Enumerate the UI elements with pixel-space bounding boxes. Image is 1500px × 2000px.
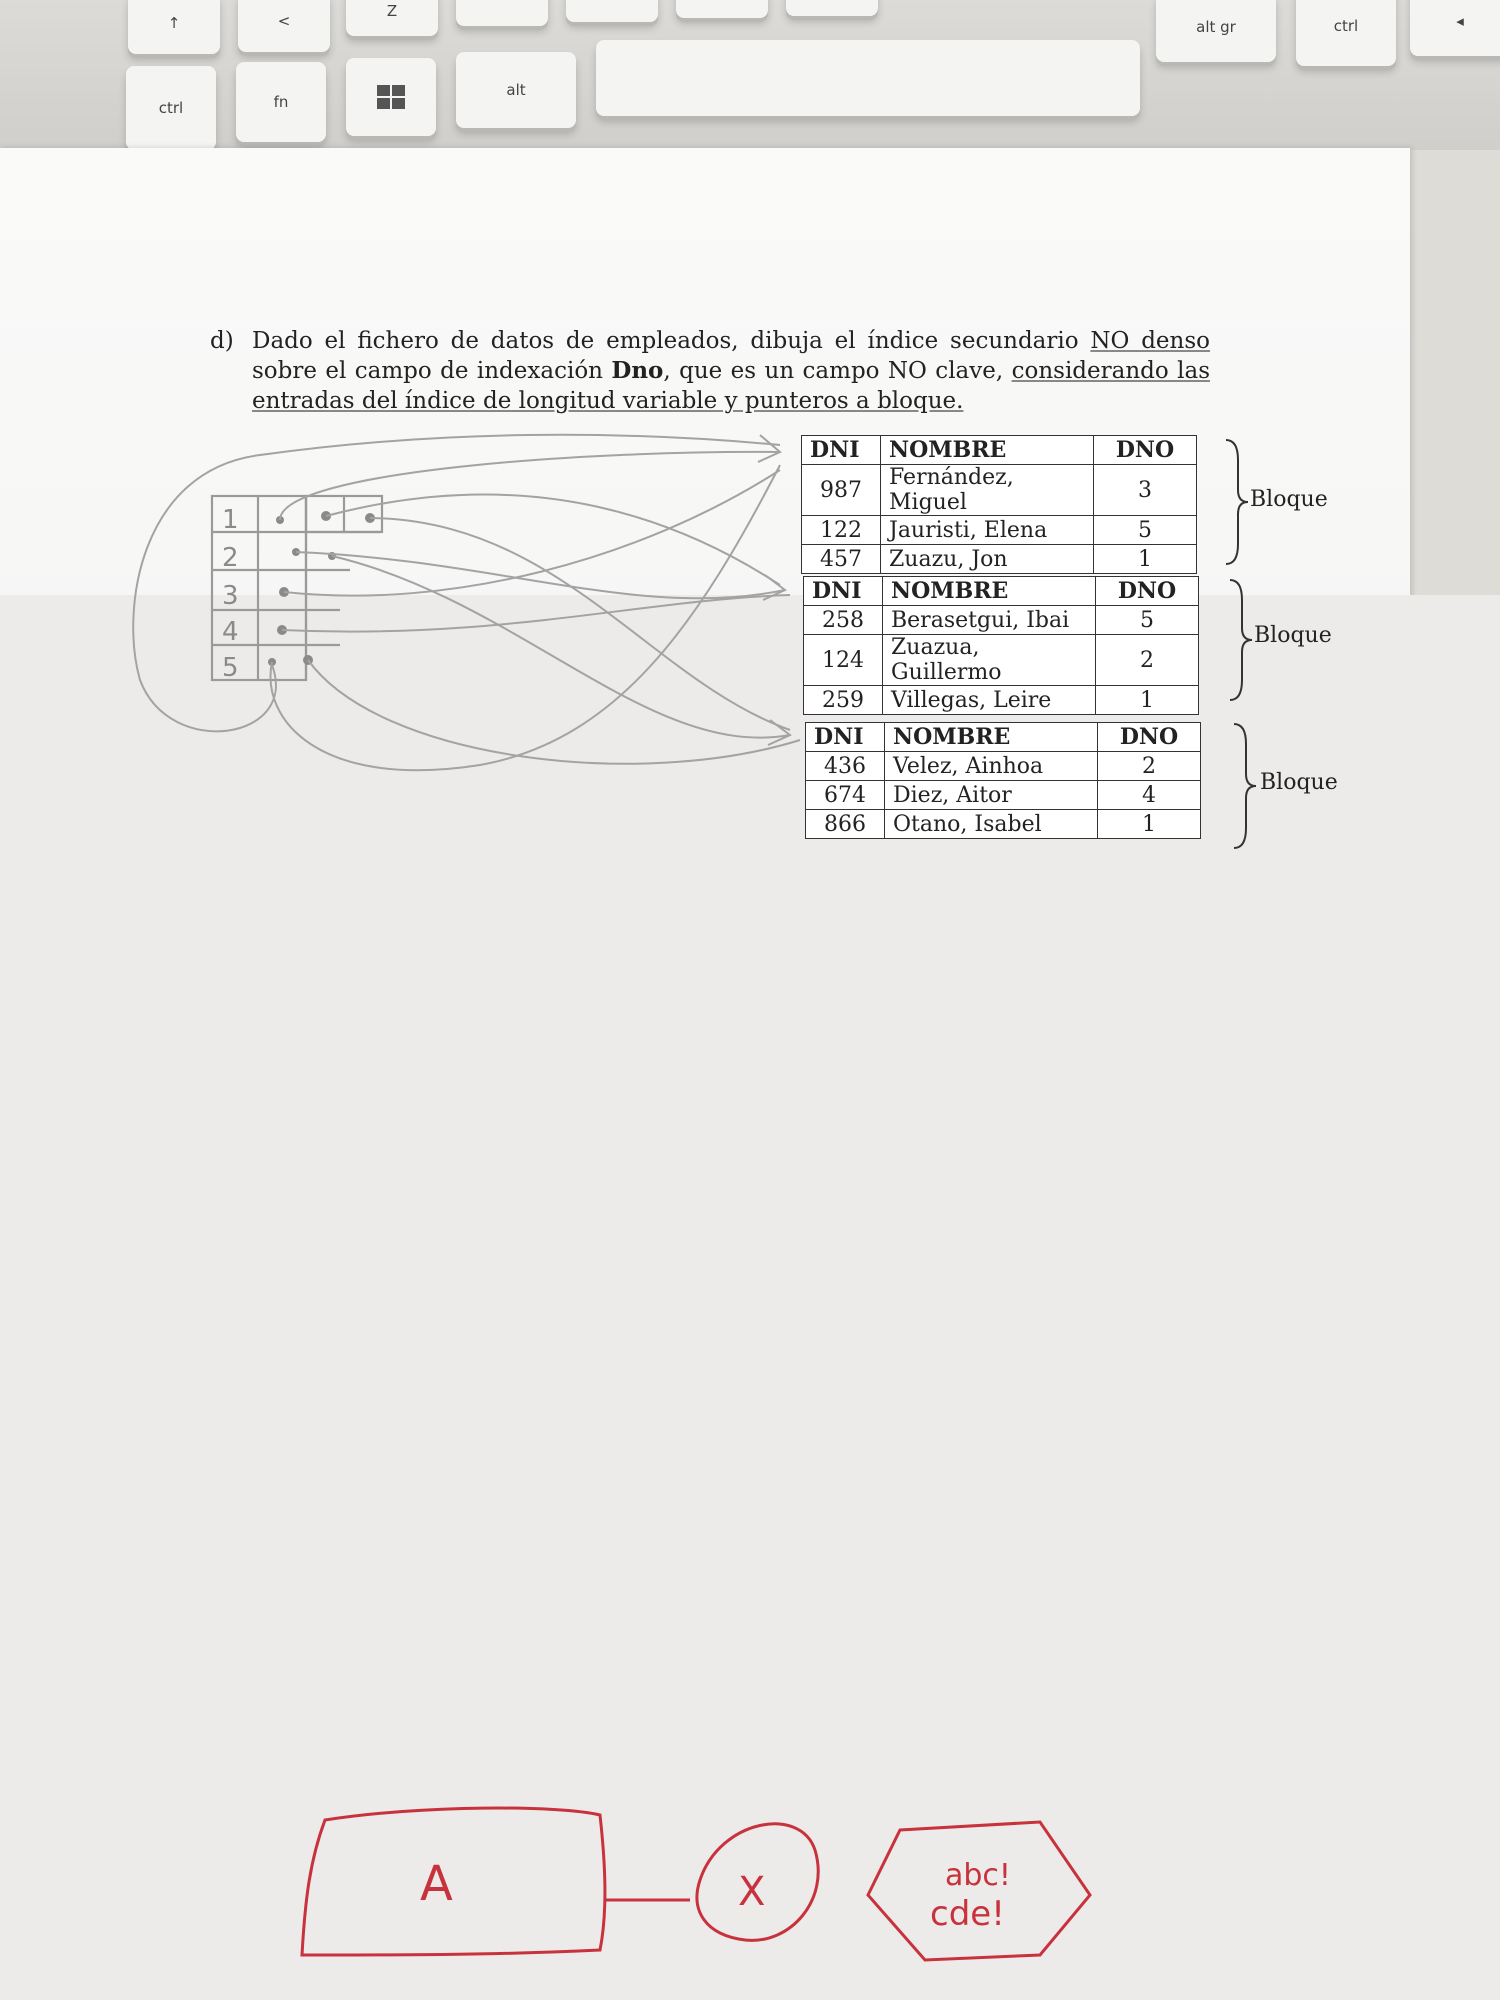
- cell-dno: 1: [1098, 810, 1201, 839]
- key-up-arrow[interactable]: ↑: [128, 0, 220, 54]
- header-dni: DNI: [806, 723, 885, 752]
- cell-dno: 5: [1094, 516, 1197, 545]
- cell-dno: 4: [1098, 781, 1201, 810]
- header-nombre: NOMBRE: [881, 436, 1094, 465]
- header-dni: DNI: [804, 577, 883, 606]
- hex-label-line2: cde!: [930, 1894, 1005, 1934]
- cell-nombre: Villegas, Leire: [883, 686, 1096, 715]
- header-nombre: NOMBRE: [885, 723, 1098, 752]
- header-nombre: NOMBRE: [883, 577, 1096, 606]
- cell-nombre: Diez, Aitor: [885, 781, 1098, 810]
- red-texts: [420, 1856, 1011, 1934]
- cell-dno: 2: [1096, 635, 1199, 686]
- circle-label: X: [738, 1869, 766, 1915]
- cell-dno: 5: [1096, 606, 1199, 635]
- cell-dni: 457: [802, 545, 881, 574]
- cell-dni: 122: [802, 516, 881, 545]
- header-dno: DNO: [1098, 723, 1201, 752]
- question-letter: d): [210, 328, 234, 354]
- question-no-denso: NO denso: [1090, 328, 1211, 354]
- cell-nombre: Fernández, Miguel: [881, 465, 1094, 516]
- question-text-part2: sobre el campo de indexación: [252, 358, 612, 384]
- cell-dni: 124: [804, 635, 883, 686]
- cell-dni: 674: [806, 781, 885, 810]
- index-key: 1: [222, 505, 239, 535]
- key-less-than[interactable]: <: [238, 0, 330, 52]
- cell-dno: 1: [1094, 545, 1197, 574]
- cell-nombre: Zuazu, Jon: [881, 545, 1094, 574]
- cell-dni: 987: [802, 465, 881, 516]
- index-key: 3: [222, 581, 239, 611]
- key-ctrl-left[interactable]: ctrl: [126, 66, 216, 150]
- block-label-1: Bloque: [1250, 487, 1328, 512]
- block-label-3: Bloque: [1260, 770, 1338, 795]
- index-key: 4: [222, 617, 239, 647]
- cell-dni: 436: [806, 752, 885, 781]
- cell-dno: 1: [1096, 686, 1199, 715]
- cell-nombre: Berasetgui, Ibai: [883, 606, 1096, 635]
- question-field-dno: Dno: [611, 357, 664, 384]
- cell-dno: 3: [1094, 465, 1197, 516]
- header-dni: DNI: [802, 436, 881, 465]
- cell-nombre: Velez, Ainhoa: [885, 752, 1098, 781]
- question-text-part3: , que es un campo NO clave,: [663, 358, 1012, 384]
- block-label-2: Bloque: [1254, 623, 1332, 648]
- cell-dni: 258: [804, 606, 883, 635]
- cell-dni: 866: [806, 810, 885, 839]
- cell-dni: 259: [804, 686, 883, 715]
- hex-label-line1: abc!: [945, 1858, 1011, 1893]
- key-alt-gr[interactable]: alt gr: [1156, 0, 1276, 62]
- key-left-arrow[interactable]: ◂: [1410, 0, 1500, 56]
- cell-nombre: Zuazua, Guillermo: [883, 635, 1096, 686]
- cell-dno: 2: [1098, 752, 1201, 781]
- rectangle-shape: [302, 1808, 605, 1955]
- header-dno: DNO: [1094, 436, 1197, 465]
- box-label: A: [420, 1856, 453, 1912]
- key-alt[interactable]: alt: [456, 52, 576, 128]
- key-ctrl-right[interactable]: ctrl: [1296, 0, 1396, 66]
- cell-nombre: Otano, Isabel: [885, 810, 1098, 839]
- key-fn[interactable]: fn: [236, 62, 326, 142]
- key-z[interactable]: Z: [346, 0, 438, 36]
- question-text-part1: Dado el fichero de datos de empleados, dibuja el índice secundario: [252, 328, 1091, 354]
- cell-nombre: Jauristi, Elena: [881, 516, 1094, 545]
- index-key: 5: [222, 653, 239, 683]
- index-key: 2: [222, 543, 239, 573]
- header-dno: DNO: [1096, 577, 1199, 606]
- question-considerando: considerando las entradas del índice de longitud variable y punteros a bloque.: [252, 358, 1210, 414]
